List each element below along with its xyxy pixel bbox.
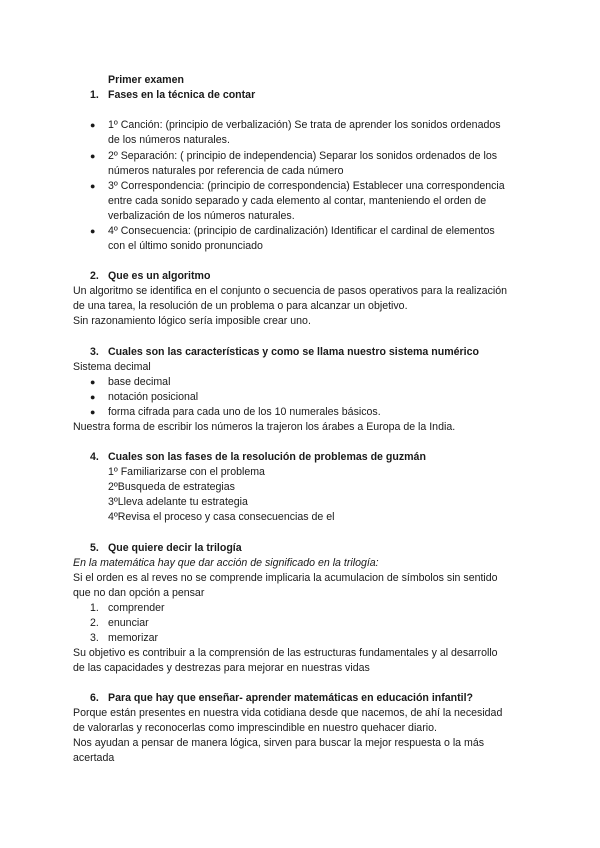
section-5-paragraph-line-2: que no dan opción a pensar [73,587,205,599]
section-1-item-4-line-1: 4º Consecuencia: (principio de cardinalización) Identificar el cardinal de elementos [108,225,495,237]
ordered-item-text: memorizar [108,632,159,644]
bullet-icon: ● [90,377,96,387]
section-2-paragraph-line-1: Un algoritmo se identifica en el conjunto o secuencia de pasos operativos para la realización [73,285,508,297]
section-4-step-4: 4ºRevisa el proceso y casa consecuencias de el [108,511,335,523]
section-1-item-2-line-1: 2º Separación: ( principio de independencia) Separar los sonidos ordenados de los [108,150,498,162]
section-5-closing-line-2: de las capacidades y destrezas para mejorar en nuestras vidas [73,662,370,674]
ordered-item-text: comprender [108,602,165,614]
section-4-step-2: 2ºBusqueda de estrategias [108,481,235,493]
bullet-icon: ● [90,392,96,402]
section-5-heading: Que quiere decir la trilogía [108,542,242,554]
section-6-number: 6. [90,692,99,704]
ordered-item-number: 1. [90,602,99,614]
section-6-paragraph-line-2: de valorarlas y reconocerlas como imprescindible en nuestro quehacer diario. [73,722,437,734]
section-6-paragraph-line-3: Nos ayudan a pensar de manera lógica, sirven para buscar la mejor respuesta o la más [73,737,485,749]
section-3-intro: Sistema decimal [73,361,151,373]
section-1-number: 1. [90,89,99,101]
section-5-paragraph-line-1: Si el orden es al reves no se comprende implicaria la acumulacion de símbolos sin sentido [73,572,498,584]
bullet-icon: ● [90,226,96,236]
section-5-number: 5. [90,542,99,554]
section-1-item-1-line-2: de los números naturales. [108,134,230,146]
section-4-step-3: 3ºLleva adelante tu estrategia [108,496,248,508]
section-5-italic-note: En la matemática hay que dar acción de significado en la trilogía: [73,557,379,569]
section-3-bullet-3: forma cifrada para cada uno de los 10 numerales básicos. [108,406,381,418]
section-1-heading: Fases en la técnica de contar [108,89,256,101]
section-3-bullet-2: notación posicional [108,391,199,403]
section-1-item-3-line-1: 3º Correspondencia: (principio de correspondencia) Establecer una correspondencia [108,180,505,192]
section-6-paragraph-line-1: Porque están presentes en nuestra vida cotidiana desde que nacemos, de ahí la necesidad [73,707,503,719]
section-2-heading: Que es un algoritmo [108,270,211,282]
section-4-number: 4. [90,451,99,463]
bullet-icon: ● [90,181,96,191]
bullet-icon: ● [90,407,96,417]
section-1-item-4-line-2: con el último sonido pronunciado [108,240,263,252]
section-3-closing: Nuestra forma de escribir los números la trajeron los árabes a Europa de la India. [73,421,456,433]
section-1-item-2-line-2: números naturales por referencia de cada número [108,165,344,177]
document-title: Primer examen [108,74,184,86]
section-6-paragraph-line-4: acertada [73,752,115,764]
section-3-number: 3. [90,346,99,358]
section-3-bullet-1: base decimal [108,376,171,388]
section-6-heading: Para que hay que enseñar- aprender matemáticas en educación infantil? [108,692,474,704]
bullet-icon: ● [90,151,96,161]
ordered-item-text: enunciar [108,617,149,629]
section-2-number: 2. [90,270,99,282]
ordered-item-number: 2. [90,617,99,629]
section-3-heading: Cuales son las características y como se llama nuestro sistema numérico [108,346,479,358]
ordered-item-number: 3. [90,632,99,644]
section-1-item-1-line-1: 1º Canción: (principio de verbalización) Se trata de aprender los sonidos ordenados [108,119,501,131]
section-5-closing-line-1: Su objetivo es contribuir a la comprensión de las estructuras fundamentales y al desarrollo [73,647,498,659]
bullet-icon: ● [90,120,96,130]
section-1-item-3-line-2: entre cada sonido separado y cada elemento al contar, manteniendo el orden de [108,195,487,207]
section-4-heading: Cuales son las fases de la resolución de problemas de guzmán [108,451,426,463]
section-2-paragraph-line-2: de una tarea, la resolución de un problema o para alcanzar un objetivo. [73,300,408,312]
section-4-step-1: 1º Familiarizarse con el problema [108,466,265,478]
section-2-paragraph-line-3: Sin razonamiento lógico sería imposible crear uno. [73,315,311,327]
section-1-item-3-line-3: verbalización de los números naturales. [108,210,295,222]
